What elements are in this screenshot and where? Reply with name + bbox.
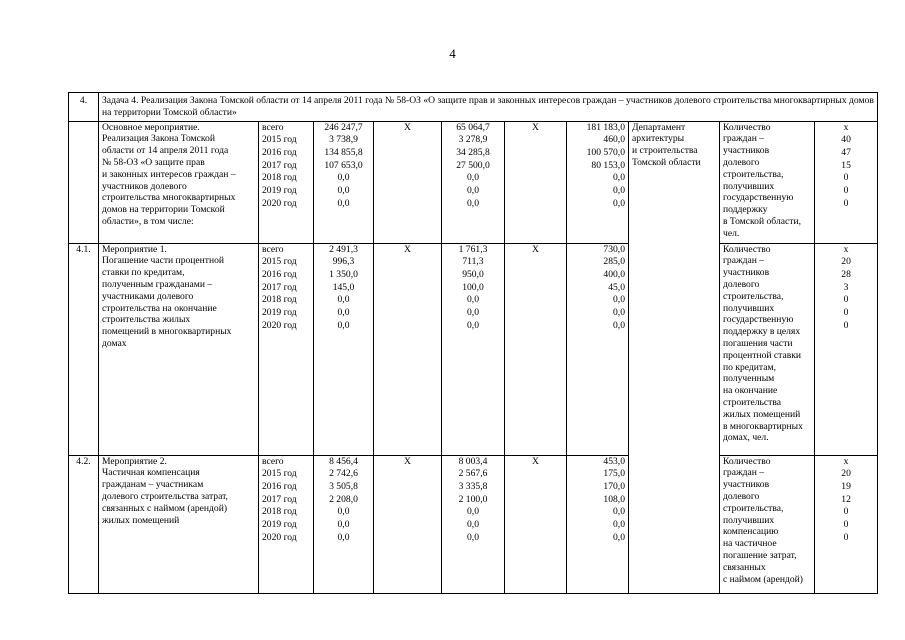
total-amount <box>314 121 374 243</box>
indicator-value <box>815 455 878 593</box>
indicator-name-value: участников <box>723 479 770 491</box>
other-amount-value: 0,0 <box>613 185 625 197</box>
local-amount-value <box>508 506 563 519</box>
other-amount-value: 45,0 <box>608 281 625 293</box>
regional-amount-value: 0,0 <box>467 185 479 197</box>
indicator-name-value: по кредитам, <box>723 361 776 373</box>
measure-name-value: ставки по кредитам, <box>102 267 185 279</box>
measure-name-value: Основное мероприятие. <box>102 121 200 133</box>
total-amount-value: 0,0 <box>337 294 350 306</box>
other-amount-value: 0,0 <box>613 294 625 306</box>
total-amount-value: 2 491,3 <box>329 243 358 255</box>
other-amount-value: 108,0 <box>603 493 625 505</box>
regional-amount-value: 1 761,3 <box>458 243 488 255</box>
indicator-name-value: Количество <box>723 243 771 255</box>
indicator-name-value: строительства, <box>723 502 784 514</box>
indicator-value-value: 0 <box>843 294 849 306</box>
federal-amount-value <box>377 160 438 173</box>
executor-value: Томской области <box>632 156 701 168</box>
indicator-name-value: связанных <box>723 561 766 573</box>
indicator-name <box>720 121 815 243</box>
indicator-name-value: на частичное <box>723 538 777 550</box>
indicator-name-value: в Томской области, <box>723 215 801 227</box>
executor-continued <box>629 243 720 455</box>
federal-amount-value <box>377 256 438 269</box>
local-amount-value <box>508 494 563 507</box>
federal-amount-value <box>377 198 438 211</box>
indicator-name-value: погашения части <box>723 337 793 349</box>
measure-name-value: связанных с наймом (арендой) <box>102 502 228 514</box>
federal-amount-value <box>377 147 438 160</box>
indicator-name-value: домах, чел. <box>723 432 769 444</box>
local-amount-value <box>508 256 563 269</box>
other-amount-value: 0,0 <box>613 531 625 543</box>
page-number: 4 <box>449 46 456 61</box>
local-amount-value <box>508 294 563 307</box>
local-amount-value <box>508 269 563 282</box>
indicator-name-value: с наймом (арендой) <box>723 573 803 585</box>
federal-amount-value <box>377 320 438 333</box>
total-amount-value: 0,0 <box>337 172 350 184</box>
federal-amount-value <box>377 481 438 494</box>
other-amount-value: 80 153,0 <box>591 159 625 171</box>
federal-amount <box>374 455 442 593</box>
indicator-name-value: поддержку <box>723 204 768 216</box>
row-number <box>69 121 99 243</box>
indicator-name-value: Количество <box>723 455 771 467</box>
indicator-name-value: граждан – <box>723 255 765 267</box>
period-value: 2020 год <box>262 531 297 543</box>
total-amount-value: 145,0 <box>332 281 355 293</box>
federal-amount-value <box>377 185 438 198</box>
regional-amount-value: 950,0 <box>462 268 484 280</box>
total-amount-value: 0,0 <box>337 307 350 319</box>
indicator-value-value: 28 <box>841 268 851 280</box>
federal-amount-value <box>377 269 438 282</box>
local-amount-value: Х <box>532 455 539 467</box>
federal-amount-value <box>377 494 438 507</box>
local-amount-value <box>508 282 563 295</box>
indicator-name-value: долевого <box>723 278 760 290</box>
total-amount-value: 107 653,0 <box>324 159 363 171</box>
measure-name-value: области от 14 апреля 2011 года <box>102 145 229 157</box>
indicator-value-value: х <box>843 121 849 133</box>
local-amount-value <box>508 160 563 173</box>
indicator-name-value: государственную <box>723 192 794 204</box>
total-amount-value: 3 738,9 <box>329 134 358 146</box>
federal-amount-value <box>377 532 438 545</box>
total-amount-value: 0,0 <box>337 531 350 543</box>
measure-name <box>99 243 259 455</box>
federal-amount <box>374 243 442 455</box>
total-amount-value: 246 247,7 <box>324 121 363 133</box>
federal-amount-value <box>377 468 438 481</box>
federal-amount-value <box>377 519 438 532</box>
local-amount-value <box>508 481 563 494</box>
indicator-name-value: участников <box>723 145 770 157</box>
row-number: 4.2. <box>69 455 99 593</box>
period-value: 2019 год <box>262 185 297 197</box>
total-amount-value: 3 505,8 <box>329 480 358 492</box>
indicator-name-value: строительства, <box>723 290 784 302</box>
period <box>259 455 314 593</box>
total-amount-value: 0,0 <box>337 185 350 197</box>
indicator-value-value: 0 <box>843 531 849 543</box>
indicator-value-value: 0 <box>843 307 849 319</box>
regional-amount <box>442 243 505 455</box>
regional-amount-value: 65 064,7 <box>456 121 490 133</box>
period-value: 2016 год <box>262 146 297 158</box>
other-amount-value: 460,0 <box>603 134 625 146</box>
measure-name-value: Реализация Закона Томской <box>102 133 215 145</box>
federal-amount-value <box>377 282 438 295</box>
period-value: 2020 год <box>262 319 297 331</box>
indicator-name-value: погашение затрат, <box>723 549 797 561</box>
regional-amount-value: 2 567,6 <box>458 468 488 480</box>
other-amount-value: 400,0 <box>603 268 625 280</box>
executor-continued <box>629 455 720 593</box>
period-value: всего <box>262 121 284 133</box>
measure-name-value: полученным гражданами – <box>102 278 213 290</box>
period-value: 2017 год <box>262 159 297 171</box>
other-amount-value: 0,0 <box>613 506 625 518</box>
indicator-value-value: х <box>843 455 849 467</box>
regional-amount-value: 3 278,9 <box>458 134 488 146</box>
indicator-name-value: жилых помещений <box>723 408 801 420</box>
other-amount-value: 0,0 <box>613 172 625 184</box>
local-amount-value: Х <box>532 243 539 255</box>
federal-amount <box>374 121 442 243</box>
other-amount-value: 730,0 <box>603 243 625 255</box>
indicator-value-value: 0 <box>843 185 849 197</box>
other-amount-value: 175,0 <box>603 468 625 480</box>
regional-amount-value: 0,0 <box>467 319 479 331</box>
local-amount-value <box>508 147 563 160</box>
total-amount-value: 0,0 <box>337 506 350 518</box>
regional-amount-value: 0,0 <box>467 172 479 184</box>
local-amount-value <box>508 307 563 320</box>
other-amount-value: 100 570,0 <box>586 146 625 158</box>
total-amount-value: 0,0 <box>337 319 350 331</box>
indicator-value-value: 3 <box>843 281 849 293</box>
federal-amount-value <box>377 134 438 147</box>
measure-name-value: Мероприятие 2. <box>102 455 167 467</box>
local-amount-value <box>508 134 563 147</box>
measure-name-value: жилых помещений <box>102 514 180 526</box>
indicator-value-value: 47 <box>841 146 851 158</box>
total-amount-value: 8 456,4 <box>329 455 358 467</box>
measure-name-value: Частичная компенсация <box>102 467 200 479</box>
local-amount-value <box>508 468 563 481</box>
task-row <box>69 93 878 122</box>
indicator-name-value: граждан – <box>723 467 765 479</box>
indicator-name-value: долевого <box>723 156 760 168</box>
regional-amount-value: 0,0 <box>467 307 479 319</box>
measure-name <box>99 121 259 243</box>
indicator-value-value: 0 <box>843 319 849 331</box>
period-value: всего <box>262 243 284 255</box>
indicator-name-value: участников <box>723 267 770 279</box>
executor-value: Департамент <box>632 121 686 133</box>
regional-amount-value: 34 285,8 <box>456 146 490 158</box>
federal-amount-value: Х <box>404 121 411 133</box>
indicator-name-value: строительства, <box>723 168 784 180</box>
indicator-name-value: поддержку в целях <box>723 326 801 338</box>
local-amount-value <box>508 320 563 333</box>
regional-amount-value: 0,0 <box>467 506 479 518</box>
measure-name-value: домов на территории Томской <box>102 204 225 216</box>
indicator-value <box>815 121 878 243</box>
indicator-value-value: 0 <box>843 197 849 209</box>
measure-name-value: области», в том числе: <box>102 215 194 227</box>
regional-amount-value: 8 003,4 <box>458 455 488 467</box>
table-row <box>69 455 878 593</box>
regional-amount-value: 27 500,0 <box>456 159 490 171</box>
measure-name-value: и законных интересов граждан – <box>102 168 236 180</box>
measure-name-value: Мероприятие 1. <box>102 243 167 255</box>
local-amount-value <box>508 519 563 532</box>
federal-amount-value <box>377 172 438 185</box>
other-amount <box>567 455 629 593</box>
period-value: 2016 год <box>262 480 297 492</box>
other-amount-value: 0,0 <box>613 307 625 319</box>
indicator-value-value: 0 <box>843 519 849 531</box>
other-amount-value: 285,0 <box>603 256 625 268</box>
federal-amount-value: Х <box>404 455 411 467</box>
indicator-name <box>720 455 815 593</box>
total-amount <box>314 243 374 455</box>
measure-name-value: № 58-ОЗ «О защите прав <box>102 156 205 168</box>
row-number: 4.1. <box>69 243 99 455</box>
period <box>259 243 314 455</box>
indicator-value-value: 40 <box>841 134 851 146</box>
measure-name-value: строительства на окончание <box>102 302 217 314</box>
measure-name-value: Погашение части процентной <box>102 255 225 267</box>
task-number: 4. <box>69 93 99 122</box>
task-title: Задача 4. Реализация Закона Томской области от 14 апреля 2011 года № 58-ОЗ «О защите прав и законных интересов граждан – участников долевого строительства многоквартирных домов на территории Томской области» <box>99 93 878 122</box>
regional-amount-value: 3 335,8 <box>458 480 488 492</box>
indicator-name-value: компенсацию <box>723 526 779 538</box>
executor-value: и строительства <box>632 145 698 157</box>
total-amount <box>314 455 374 593</box>
executor <box>629 121 720 243</box>
local-amount <box>505 243 567 455</box>
federal-amount-value <box>377 506 438 519</box>
other-amount-value: 170,0 <box>603 480 625 492</box>
measure-name-value: участников долевого <box>102 180 187 192</box>
indicator-name-value: Количество <box>723 121 771 133</box>
measure-name-value: помещений в многоквартирных <box>102 326 232 338</box>
total-amount-value: 2 742,6 <box>329 468 358 480</box>
indicator-name-value: полученным <box>723 373 775 385</box>
measure-name-value: участниками долевого <box>102 290 194 302</box>
indicator-name <box>720 243 815 455</box>
period-value: 2015 год <box>262 468 297 480</box>
indicator-value-value: 12 <box>841 493 851 505</box>
total-amount-value: 996,3 <box>332 256 355 268</box>
period-value: 2019 год <box>262 307 297 319</box>
total-amount-value: 0,0 <box>337 519 350 531</box>
measure-name-value: долевого строительства затрат, <box>102 490 228 502</box>
measure-name-value: строительства многоквартирных <box>102 192 236 204</box>
indicator-name-value: процентной ставки <box>723 349 802 361</box>
indicator-value-value: 20 <box>841 256 851 268</box>
indicator-value-value: х <box>843 243 849 255</box>
program-table <box>68 92 878 594</box>
measure-name <box>99 455 259 593</box>
period-value: 2018 год <box>262 294 297 306</box>
local-amount-value <box>508 532 563 545</box>
federal-amount-value: Х <box>404 243 411 255</box>
measure-name-value: гражданам – участникам <box>102 479 204 491</box>
other-amount-value: 0,0 <box>613 197 625 209</box>
regional-amount-value: 0,0 <box>467 197 479 209</box>
local-amount <box>505 121 567 243</box>
table-row <box>69 243 878 455</box>
indicator-value-value: 19 <box>841 480 851 492</box>
other-amount <box>567 121 629 243</box>
indicator-name-value: на окончание <box>723 385 778 397</box>
measure-name-value: строительства жилых <box>102 314 191 326</box>
indicator-name-value: государственную <box>723 314 794 326</box>
total-amount-value: 0,0 <box>337 197 350 209</box>
period-value: 2015 год <box>262 134 297 146</box>
executor-value: архитектуры <box>632 133 685 145</box>
regional-amount <box>442 455 505 593</box>
other-amount-value: 0,0 <box>613 319 625 331</box>
period-value: 2016 год <box>262 268 297 280</box>
local-amount <box>505 455 567 593</box>
regional-amount-value: 0,0 <box>467 294 479 306</box>
total-amount-value: 1 350,0 <box>329 268 358 280</box>
other-amount-value: 0,0 <box>613 519 625 531</box>
period <box>259 121 314 243</box>
measure-name-value: домах <box>102 337 127 349</box>
period-value: 2017 год <box>262 281 297 293</box>
federal-amount-value <box>377 307 438 320</box>
indicator-value-value: 0 <box>843 506 849 518</box>
period-value: 2017 год <box>262 493 297 505</box>
period-value: 2018 год <box>262 172 297 184</box>
indicator-name-value: в многоквартирных <box>723 420 803 432</box>
local-amount-value <box>508 198 563 211</box>
period-value: 2018 год <box>262 506 297 518</box>
federal-amount-value <box>377 294 438 307</box>
indicator-value <box>815 243 878 455</box>
regional-amount-value: 0,0 <box>467 519 479 531</box>
period-value: 2019 год <box>262 519 297 531</box>
indicator-value-value: 0 <box>843 172 849 184</box>
local-amount-value <box>508 185 563 198</box>
regional-amount <box>442 121 505 243</box>
indicator-value-value: 15 <box>841 159 851 171</box>
indicator-name-value: получивших <box>723 514 775 526</box>
indicator-name-value: долевого <box>723 490 760 502</box>
regional-amount-value: 100,0 <box>462 281 484 293</box>
total-amount-value: 134 855,8 <box>324 146 363 158</box>
other-amount-value: 181 183,0 <box>586 121 625 133</box>
regional-amount-value: 0,0 <box>467 531 479 543</box>
total-amount-value: 2 208,0 <box>329 493 358 505</box>
period-value: всего <box>262 455 284 467</box>
indicator-name-value: чел. <box>723 227 740 239</box>
local-amount-value: Х <box>532 121 539 133</box>
other-amount-value: 453,0 <box>603 455 625 467</box>
regional-amount-value: 711,3 <box>462 256 484 268</box>
period-value: 2015 год <box>262 256 297 268</box>
indicator-name-value: граждан – <box>723 133 765 145</box>
local-amount-value <box>508 172 563 185</box>
other-amount <box>567 243 629 455</box>
indicator-name-value: получивших <box>723 180 775 192</box>
table-row <box>69 121 878 243</box>
indicator-name-value: строительства <box>723 396 782 408</box>
period-value: 2020 год <box>262 197 297 209</box>
indicator-name-value: получивших <box>723 302 775 314</box>
regional-amount-value: 2 100,0 <box>458 493 488 505</box>
indicator-value-value: 20 <box>841 468 851 480</box>
